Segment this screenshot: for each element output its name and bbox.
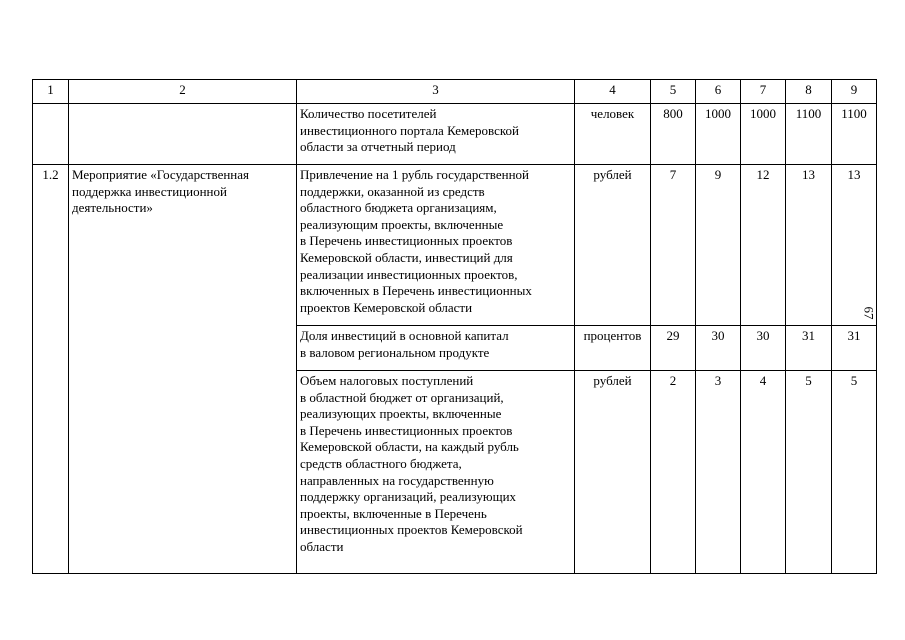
row-number-cell [33, 104, 69, 165]
header-cell: 1 [33, 80, 69, 104]
value-cell: 30 [741, 326, 786, 371]
header-cell: 8 [786, 80, 832, 104]
value-cell: 31 [832, 326, 877, 371]
value-cell: 13 [832, 165, 877, 326]
value-cell: 1000 [696, 104, 741, 165]
header-cell: 6 [696, 80, 741, 104]
value-cell: 29 [651, 326, 696, 371]
event-cell: Мероприятие «Государственная поддержка инвестиционной деятельности» [69, 165, 297, 574]
value-cell: 13 [786, 165, 832, 326]
header-cell: 2 [69, 80, 297, 104]
table-row [33, 104, 877, 165]
value-cell: 1100 [786, 104, 832, 165]
indicators-table [32, 79, 877, 574]
value-cell: 7 [651, 165, 696, 326]
header-cell: 3 [297, 80, 575, 104]
unit-cell: рублей [575, 371, 651, 574]
indicator-cell: Привлечение на 1 рубль государственной поддержки, оказанной из средств областного бюджета организациям, реализующим проекты, включенные в Перечень инвестиционных проектов Кемеровской области, инвестиций для реализации инвестиционных проектов, включенных в Перечень инвестиционных проектов Кемеровской области [297, 165, 575, 326]
unit-cell: процентов [575, 326, 651, 371]
value-cell: 31 [786, 326, 832, 371]
value-cell: 5 [832, 371, 877, 574]
header-cell: 5 [651, 80, 696, 104]
indicator-cell: Объем налоговых поступлений в областной бюджет от организаций, реализующих проекты, включенные в Перечень инвестиционных проектов Кемеровской области, на каждый рубль средств областного бюджета, направленных на государственную поддержку организаций, реализующих проекты, включенные в Перечень инвестиционных проектов Кемеровской области [297, 371, 575, 574]
row-number-cell: 1.2 [33, 165, 69, 574]
header-row [33, 80, 877, 104]
unit-cell: рублей [575, 165, 651, 326]
value-cell: 9 [696, 165, 741, 326]
value-cell: 2 [651, 371, 696, 574]
unit-cell: человек [575, 104, 651, 165]
indicator-cell: Количество посетителей инвестиционного портала Кемеровской области за отчетный период [297, 104, 575, 165]
event-cell [69, 104, 297, 165]
value-cell: 4 [741, 371, 786, 574]
header-cell: 4 [575, 80, 651, 104]
page-number: 67 [861, 306, 877, 320]
value-cell: 5 [786, 371, 832, 574]
value-cell: 1100 [832, 104, 877, 165]
indicator-cell: Доля инвестиций в основной капитал в валовом региональном продукте [297, 326, 575, 371]
header-cell: 9 [832, 80, 877, 104]
value-cell: 3 [696, 371, 741, 574]
header-cell: 7 [741, 80, 786, 104]
value-cell: 1000 [741, 104, 786, 165]
value-cell: 30 [696, 326, 741, 371]
value-cell: 12 [741, 165, 786, 326]
value-cell: 800 [651, 104, 696, 165]
table-row [33, 165, 877, 326]
